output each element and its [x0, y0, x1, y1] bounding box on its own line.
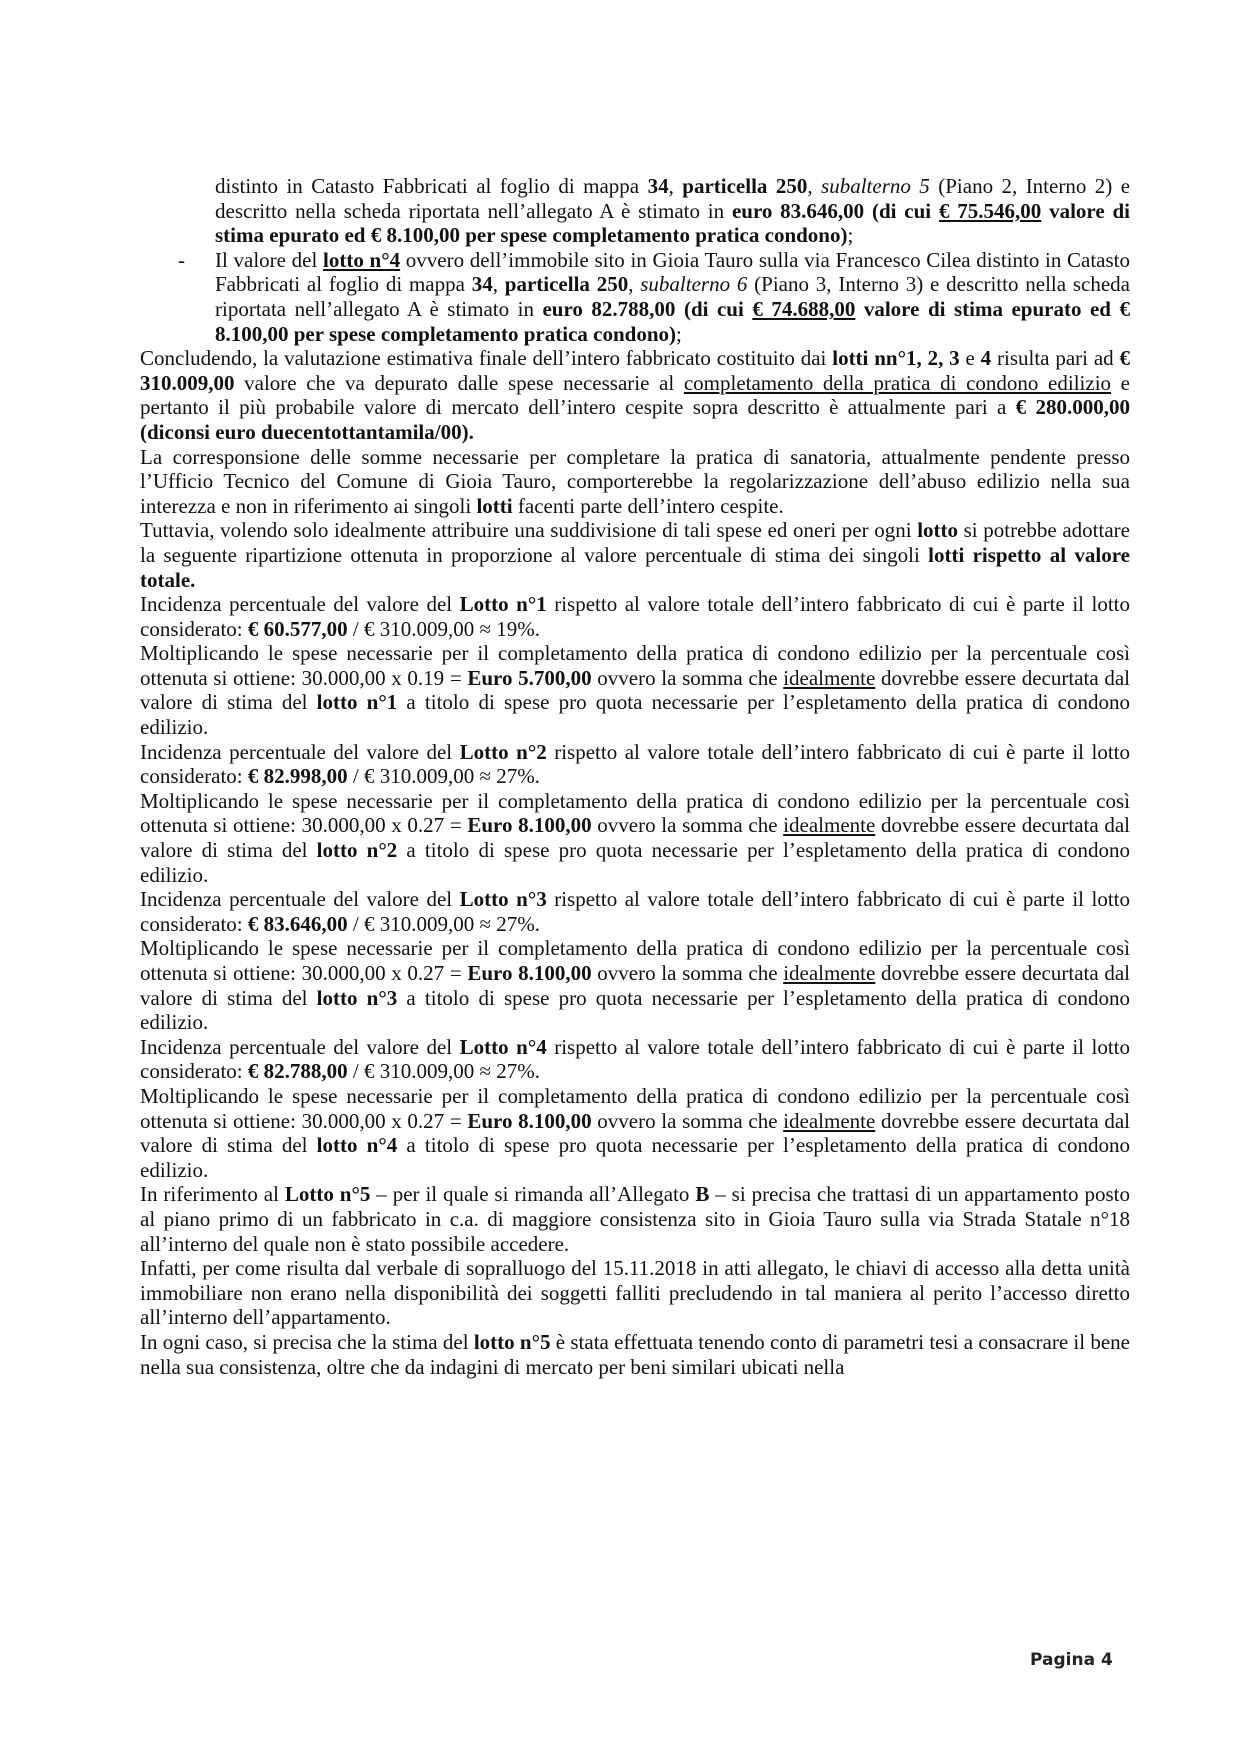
text-run: Moltiplicando le spese necessarie per il completamento della pratica di condono edilizio per la percentuale così ottenuta si ottiene: 30.000,00 x 0.27 =	[140, 936, 1130, 985]
text-run: / € 310.009,00 ≈ 19%.	[347, 616, 540, 641]
text-run: facenti parte dell’intero cespite.	[512, 493, 784, 518]
incidenza-lotto-4	[140, 1035, 1130, 1084]
text-run: Incidenza percentuale del valore del	[140, 887, 460, 912]
page-number: Pagina 4	[1030, 1650, 1113, 1670]
text-run: (Piano 3, Interno 3) e descritto nella scheda riportata nell’allegato A è stimato in	[215, 272, 1130, 321]
moltiplicando-lotto-3	[140, 936, 1130, 1034]
text-run: Concludendo, la valutazione estimativa finale dell’intero fabbricato costituito dai	[140, 346, 833, 371]
bold-run: euro 82.788,00 (di cui	[542, 296, 753, 321]
text-run: distinto in Catasto Fabbricati al foglio di mappa	[215, 174, 648, 198]
bold-run: Euro 5.700,00	[467, 665, 592, 690]
moltiplicando-lotto-1	[140, 641, 1130, 739]
text-run: / € 310.009,00 ≈ 27%.	[347, 764, 540, 789]
text-run: ,	[492, 272, 505, 297]
text-run: – per il quale si rimanda all’Allegato	[370, 1182, 696, 1207]
lotto-5-paragraph	[140, 1182, 1130, 1256]
text-run: ,	[807, 174, 822, 198]
text-run: ,	[668, 174, 683, 198]
bold-underlined-run: € 74.688,00	[752, 296, 856, 321]
text-run: rispetto al valore totale dell’intero fabbricato di cui è parte il lotto considerato:	[140, 887, 1130, 936]
bold-run: Lotto n°3	[459, 887, 547, 912]
bold-run: lotti rispetto al valore totale.	[140, 542, 1130, 592]
text-run: Il valore del	[215, 247, 324, 272]
text-run: – si precisa che trattasi di un appartamento posto al piano primo di un fabbricato in c.a. di maggiore consistenza sito in Gioia Tauro sulla via Strada Statale n°18 all’interno del quale non è stato possibile accedere.	[140, 1182, 1130, 1256]
bold-run: € 280.000,00 (diconsi euro duecentottantamila/00).	[140, 395, 1130, 444]
incidenza-lotto-1	[140, 592, 1130, 641]
text-run: Incidenza percentuale del valore del	[140, 739, 460, 764]
underlined-run: idealmente	[783, 961, 876, 985]
text-run: è stata effettuata tenendo conto di parametri tesi a consacrare il bene nella sua consistenza, oltre che da indagini di mercato per beni similari ubicati nella	[140, 1329, 1131, 1379]
conclusion-paragraph	[140, 346, 1130, 444]
bold-run: Lotto n°5	[284, 1182, 371, 1207]
bold-run: € 82.788,00	[247, 1059, 348, 1084]
text-run: In ogni caso, si precisa che la stima del	[140, 1329, 474, 1354]
bold-run: lotto n°4	[316, 1133, 398, 1158]
lotto-4-bullet	[140, 248, 1130, 346]
text-run: rispetto al valore totale dell’intero fabbricato di cui è parte il lotto considerato:	[140, 592, 1130, 641]
text-run: In riferimento al	[140, 1182, 285, 1207]
bold-underlined-run: € 75.546,00	[938, 198, 1042, 223]
text-run: rispetto al valore totale dell’intero fabbricato di cui è parte il lotto considerato:	[140, 1034, 1130, 1084]
bold-run: € 83.646,00	[247, 911, 348, 936]
bold-run: B	[695, 1182, 710, 1207]
text-run: valore che va depurato dalle spese necessarie al	[234, 370, 684, 395]
text-run: e	[959, 346, 981, 371]
bold-run: valore di stima epurato ed € 8.100,00 per spese completamento pratica condono)	[215, 296, 1130, 346]
underlined-run: idealmente	[783, 1108, 876, 1133]
text-run: a titolo di spese pro quota necessarie per l’espletamento della pratica di condono edilizio.	[140, 1133, 1130, 1182]
text-run: Incidenza percentuale del valore del	[140, 1034, 460, 1059]
bold-run: lotti	[476, 493, 513, 518]
moltiplicando-lotto-4	[140, 1084, 1130, 1182]
italic-run: subalterno 5	[821, 174, 930, 198]
bold-run: lotto n°1	[316, 690, 398, 715]
bold-run: lotto n°3	[316, 985, 398, 1010]
bold-run: valore di stima epurato ed € 8.100,00 per spese completamento pratica condono)	[215, 198, 1130, 248]
text-run: e pertanto il più probabile valore di mercato dell’intero cespite sopra descritto è attualmente pari a	[140, 370, 1131, 420]
text-run: dovrebbe essere decurtata dal valore di stima del	[140, 961, 1130, 1010]
bold-run: Lotto n°1	[459, 592, 547, 617]
bold-run: particella 250	[682, 174, 808, 198]
text-run: Incidenza percentuale del valore del	[140, 592, 460, 617]
tuttavia-paragraph	[140, 518, 1130, 592]
bold-run: lotto	[917, 518, 959, 543]
text-run: ;	[676, 321, 682, 346]
underlined-run: idealmente	[783, 665, 876, 690]
sanatoria-paragraph	[140, 445, 1130, 519]
text-run: dovrebbe essere decurtata dal valore di stima del	[140, 665, 1130, 715]
bold-run: Euro 8.100,00	[467, 813, 592, 838]
bold-run: particella 250	[504, 272, 629, 297]
incidenza-lotto-3	[140, 887, 1130, 936]
text-run: ovvero la somma che	[591, 813, 784, 838]
text-run: rispetto al valore totale dell’intero fabbricato di cui è parte il lotto considerato:	[140, 739, 1130, 789]
text-run: a titolo di spese pro quota necessarie per l’espletamento della pratica di condono edilizio.	[140, 838, 1130, 887]
text-run: La corresponsione delle somme necessarie per completare la pratica di sanatoria, attualmente pendente presso l’Ufficio Tecnico del Comune di Gioia Tauro, comporterebbe la regolarizzazione dell’abuso edilizio nella sua interezza e non in riferimento ai singoli	[140, 444, 1130, 518]
bold-run: euro 83.646,00 (di cui	[731, 198, 939, 223]
bullet-marker: -	[178, 247, 185, 272]
text-run: a titolo di spese pro quota necessarie per l’espletamento della pratica di condono edilizio.	[140, 690, 1130, 740]
bold-run: € 60.577,00	[247, 616, 348, 641]
infatti-paragraph	[140, 1256, 1130, 1330]
underlined-run: completamento della pratica di condono edilizio	[683, 370, 1112, 395]
paragraph	[215, 174, 1130, 248]
text-run: ovvero la somma che	[591, 1108, 784, 1133]
text-run: ovvero la somma che	[591, 961, 784, 985]
bold-run: lotto n°2	[316, 838, 398, 863]
text-run: (Piano 2, Interno 2) e descritto nella scheda riportata nell’allegato A è stimato in	[215, 174, 1131, 223]
text-run: Moltiplicando le spese necessarie per il completamento della pratica di condono edilizio per la percentuale così ottenuta si ottiene: 30.000,00 x 0.27 =	[140, 1083, 1130, 1133]
text-run: Moltiplicando le spese necessarie per il completamento della pratica di condono edilizio per la percentuale così ottenuta si ottiene: 30.000,00 x 0.27 =	[140, 788, 1130, 838]
text-run: ,	[628, 272, 641, 297]
bold-run: lotto n°5	[473, 1329, 551, 1354]
text-run: / € 310.009,00 ≈ 27%.	[347, 1059, 540, 1084]
paragraph	[215, 248, 1130, 346]
bold-run: 4	[980, 346, 992, 371]
bold-run: 34	[647, 174, 669, 198]
bold-run: € 82.998,00	[247, 764, 348, 789]
underlined-run: idealmente	[783, 813, 876, 838]
bold-run: Lotto n°2	[459, 739, 547, 764]
bold-run: Euro 8.100,00	[467, 961, 592, 985]
text-run: dovrebbe essere decurtata dal valore di stima del	[140, 1108, 1130, 1158]
text-run: ;	[847, 223, 854, 248]
bold-run: Lotto n°4	[459, 1034, 547, 1059]
bold-run: lotti nn°1, 2, 3	[832, 346, 960, 371]
text-run: ovvero la somma che	[591, 665, 784, 690]
text-run: dovrebbe essere decurtata dal valore di stima del	[140, 813, 1130, 863]
moltiplicando-lotto-2	[140, 789, 1130, 887]
italic-run: subalterno 6	[640, 272, 748, 297]
text-run: Infatti, per come risulta dal verbale di sopralluogo del 15.11.2018 in atti allegato, le chiavi di accesso alla detta unità immobiliare non erano nella disponibilità dei soggetti falliti precludendo in tal maniera al perito l’accesso diretto all’interno dell’appartamento.	[140, 1256, 1130, 1330]
text-run: Tuttavia, volendo solo idealmente attribuire una suddivisione di tali spese ed oneri per ogni	[140, 518, 918, 543]
bold-run: € 310.009,00	[140, 346, 1130, 395]
incidenza-lotto-2	[140, 740, 1130, 789]
text-run: a titolo di spese pro quota necessarie per l’espletamento della pratica di condono edilizio.	[140, 985, 1130, 1035]
lotto-3-continuation	[140, 174, 1130, 248]
bold-run: Euro 8.100,00	[467, 1108, 592, 1133]
bold-underlined-run: lotto n°4	[323, 247, 401, 272]
text-run: risulta pari ad	[991, 346, 1120, 371]
text-run: si potrebbe adottare la seguente ripartizione ottenuta in proporzione al valore percentuale di stima dei singoli	[140, 518, 1130, 567]
text-run: / € 310.009,00 ≈ 27%.	[347, 911, 540, 936]
bold-run: 34	[471, 272, 493, 297]
ogni-caso-paragraph	[140, 1330, 1130, 1379]
text-run: ovvero dell’immobile sito in Gioia Tauro sulla via Francesco Cilea distinto in Catasto Fabbricati al foglio di mappa	[215, 247, 1131, 297]
document-body	[140, 174, 1130, 1379]
text-run: Moltiplicando le spese necessarie per il completamento della pratica di condono edilizio per la percentuale così ottenuta si ottiene: 30.000,00 x 0.19 =	[140, 641, 1130, 690]
